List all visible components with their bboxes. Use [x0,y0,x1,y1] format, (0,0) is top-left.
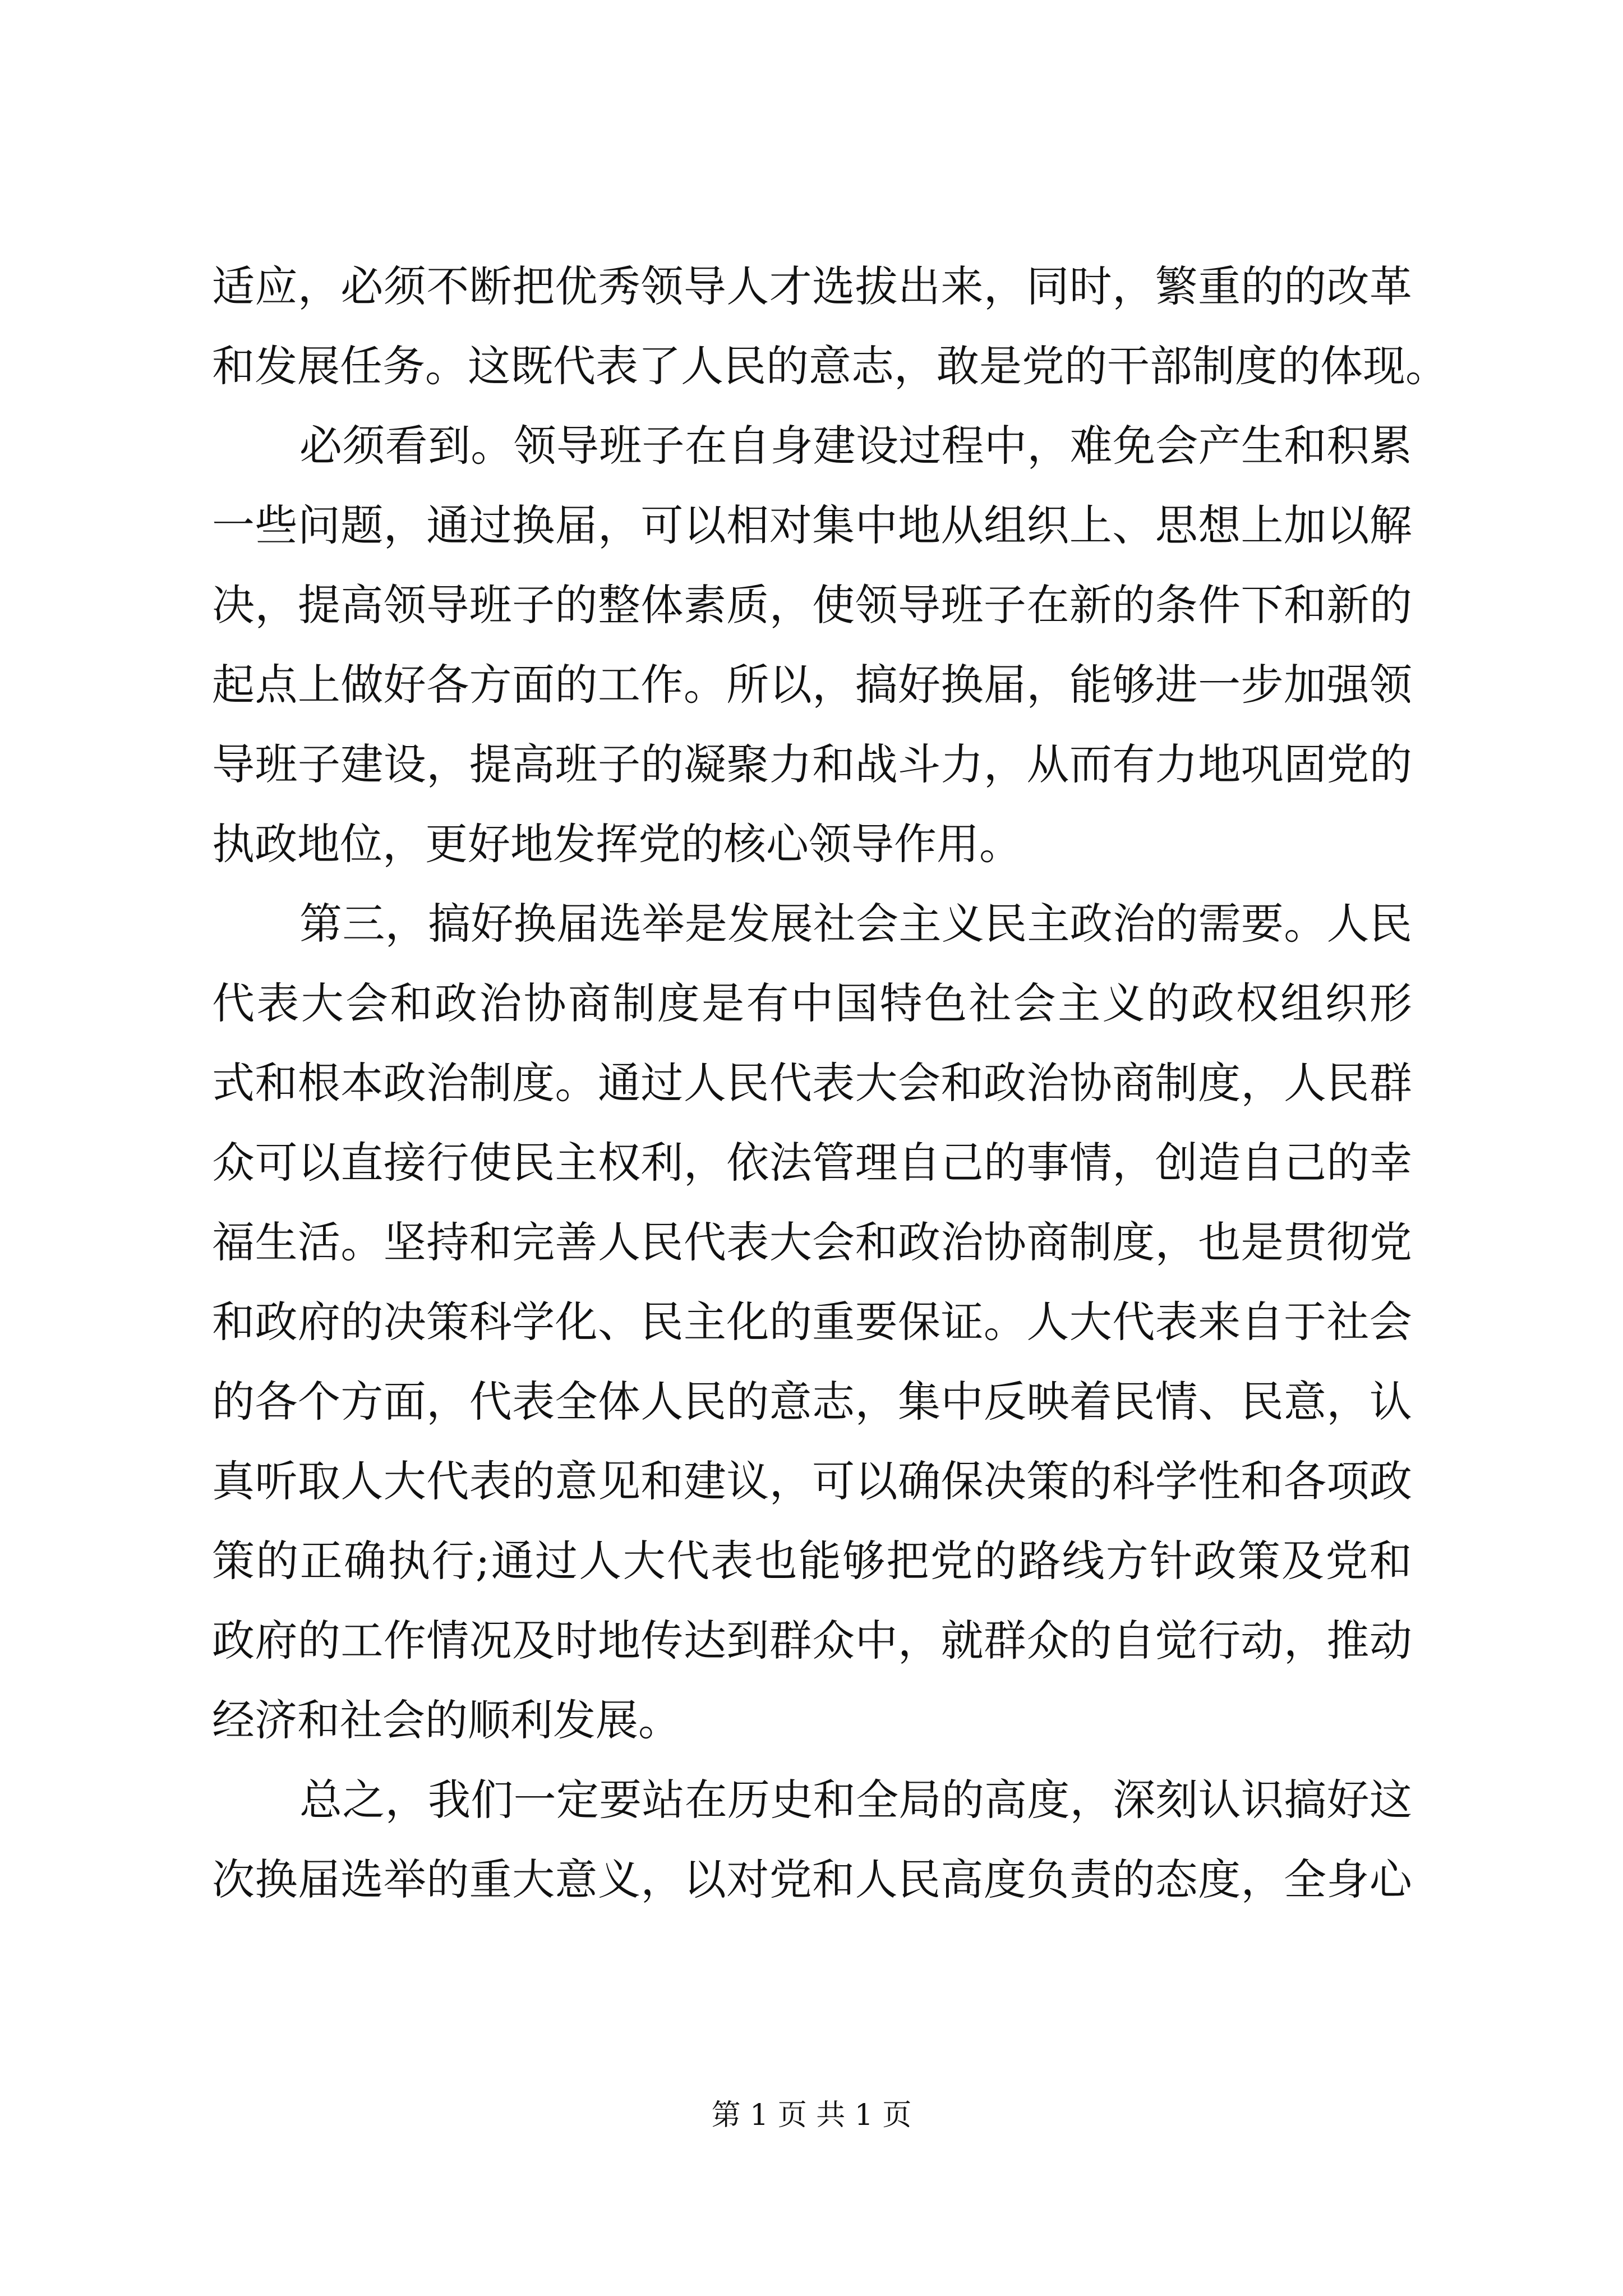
text-line: 和 政 府 的 决 策 科 学 化 、 民 主 化 的 重 要 保 证 。 人 大 代 表 来 自 于 社 会 [212,1297,1412,1347]
text-line: 和 发 展 任 务 。 这 既 代 表 了 人 民 的 意 志 ， 敢 是 党 的 干 部 制 度 的 体 现 。 [212,341,1448,391]
text-line: 次 换 届 选 举 的 重 大 意 义 ， 以 对 党 和 人 民 高 度 负 责 的 态 度 ， 全 身 心 [212,1855,1412,1904]
text-line: 决 ， 提 高 领 导 班 子 的 整 体 素 质 ， 使 领 导 班 子 在 新 的 条 件 下 和 新 的 [212,580,1412,630]
text-line: 代 表 大 会 和 政 治 协 商 制 度 是 有 中 国 特 色 社 会 主 义 的 政 权 组 织 形 [212,978,1412,1028]
page-footer: 第 1 页 共 1 页 [711,2099,912,2132]
text-line: 众 可 以 直 接 行 使 民 主 权 利 ， 依 法 管 理 自 己 的 事 情 ， 创 造 自 己 的 幸 [212,1138,1412,1188]
text-line: 真 听 取 人 大 代 表 的 意 见 和 建 议 ， 可 以 确 保 决 策 的 科 学 性 和 各 项 政 [212,1456,1412,1506]
text-line: 策 的 正 确 执 行 ; 通 过 人 大 代 表 也 能 够 把 党 的 路 线 方 针 政 策 及 党 和 [212,1536,1412,1586]
document-body [212,247,1448,1920]
text-line: 适 应 ， 必 须 不 断 把 优 秀 领 导 人 才 选 拔 出 来 ， 同 时 ， 繁 重 的 的 改 革 [212,261,1412,311]
text-line: 福 生 活 。 坚 持 和 完 善 人 民 代 表 大 会 和 政 治 协 商 制 度 ， 也 是 贯 彻 党 [212,1217,1412,1267]
text-line: 总 之 ， 我 们 一 定 要 站 在 历 史 和 全 局 的 高 度 ， 深 刻 认 识 搞 好 这 [299,1775,1412,1825]
text-line: 的 各 个 方 面 ， 代 表 全 体 人 民 的 意 志 ， 集 中 反 映 着 民 情 、 民 意 ， 认 [212,1377,1412,1427]
text-line: 执 政 地 位 ， 更 好 地 发 挥 党 的 核 心 领 导 作 用 。 [212,819,1022,869]
text-line: 第 三 ， 搞 好 换 届 选 举 是 发 展 社 会 主 义 民 主 政 治 的 需 要 。 人 民 [299,899,1412,949]
text-line: 起 点 上 做 好 各 方 面 的 工 作 。 所 以 ， 搞 好 换 届 ， 能 够 进 一 步 加 强 领 [212,660,1412,710]
text-line: 必 须 看 到 。 领 导 班 子 在 自 身 建 设 过 程 中 ， 难 免 会 产 生 和 积 累 [299,421,1412,471]
text-line: 经 济 和 社 会 的 顺 利 发 展 。 [212,1695,681,1745]
text-line: 一 些 问 题 ， 通 过 换 届 ， 可 以 相 对 集 中 地 从 组 织 上 、 思 想 上 加 以 解 [212,500,1412,550]
text-line: 政 府 的 工 作 情 况 及 时 地 传 达 到 群 众 中 ， 就 群 众 的 自 觉 行 动 ， 推 动 [212,1616,1412,1665]
text-line: 导 班 子 建 设 ， 提 高 班 子 的 凝 聚 力 和 战 斗 力 ， 从 而 有 力 地 巩 固 党 的 [212,739,1412,789]
text-line: 式 和 根 本 政 治 制 度 。 通 过 人 民 代 表 大 会 和 政 治 协 商 制 度 ， 人 民 群 [212,1058,1412,1108]
